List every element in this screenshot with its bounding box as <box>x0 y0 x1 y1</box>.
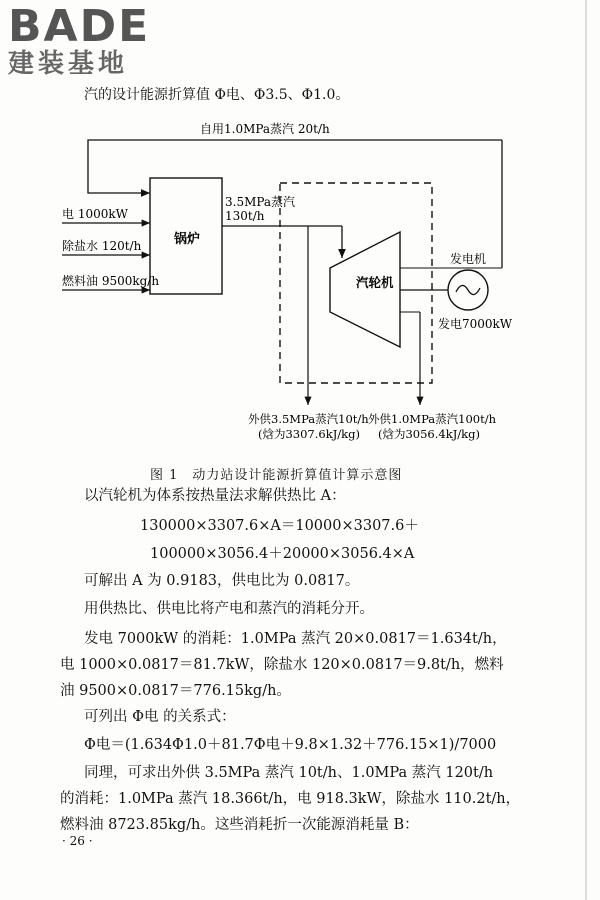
equation-line: 100000×3056.4＋20000×3056.4×A <box>150 546 415 562</box>
steam-35-label-2: 130t/h <box>225 209 265 223</box>
input-fuel-label: 燃料油 9500kg/h <box>62 274 160 288</box>
input-electric-label: 电 1000kW <box>62 207 128 221</box>
page-number: · 26 · <box>62 834 93 848</box>
boiler-label: 锅炉 <box>174 232 201 247</box>
logo-sub-text: 建装基地 <box>8 49 129 79</box>
input-water-label: 除盐水 120t/h <box>62 239 142 253</box>
equation-line: Φ电＝(1.634Φ1.0＋81.7Φ电＋9.8×1.32＋776.15×1)/7000 <box>84 737 497 753</box>
self-use-steam-line <box>88 140 278 193</box>
logo-main-text: BADE <box>8 1 151 52</box>
body-line: 油 9500×0.0817＝776.15kg/h。 <box>60 683 291 699</box>
out-35-label-2: (焓为3307.6kJ/kg) <box>258 427 360 441</box>
page-edge-divider <box>585 0 587 900</box>
out-10-label-1: 外供1.0MPa蒸汽100t/h <box>368 412 496 426</box>
intro-line: 汽的设计能源折算值 Φ电、Φ3.5、Φ1.0。 <box>84 87 350 103</box>
body-line: 的消耗：1.0MPa 蒸汽 18.366t/h，电 918.3kW，除盐水 110.2t/h， <box>60 791 521 807</box>
out-35-label-1: 外供3.5MPa蒸汽10t/h <box>248 412 369 426</box>
body-line: 燃料油 8723.85kg/h。这些消耗折一次能源消耗量 B： <box>60 817 419 833</box>
steam-35-label-1: 3.5MPa蒸汽 <box>225 195 296 209</box>
equation-line: 130000×3307.6×A＝10000×3307.6＋ <box>140 518 419 534</box>
turbine-label: 汽轮机 <box>356 275 394 290</box>
generator-label: 发电机 <box>450 252 487 266</box>
body-line: 用供热比、供电比将产电和蒸汽的消耗分开。 <box>84 601 374 617</box>
body-line: 以汽轮机为体系按热量法求解供热比 A： <box>84 488 346 504</box>
figure-caption: 图 1 动力站设计能源折算值计算示意图 <box>150 468 403 483</box>
body-line: 发电 7000kW 的消耗：1.0MPa 蒸汽 20×0.0817＝1.634t/h， <box>84 631 507 647</box>
body-line: 电 1000×0.0817＝81.7kW，除盐水 120×0.0817＝9.8t/h，燃料 <box>60 657 504 673</box>
self-use-steam-label: 自用1.0MPa蒸汽 20t/h <box>200 122 330 136</box>
body-line: 同理，可求出外供 3.5MPa 蒸汽 10t/h、1.0MPa 蒸汽 120t/h <box>84 765 494 781</box>
generator-output-label: 发电7000kW <box>438 317 513 331</box>
body-line: 可列出 Φ电 的关系式： <box>84 709 236 725</box>
out-10-label-2: (焓为3056.4kJ/kg) <box>378 427 480 441</box>
body-line: 可解出 A 为 0.9183，供电比为 0.0817。 <box>84 573 360 589</box>
